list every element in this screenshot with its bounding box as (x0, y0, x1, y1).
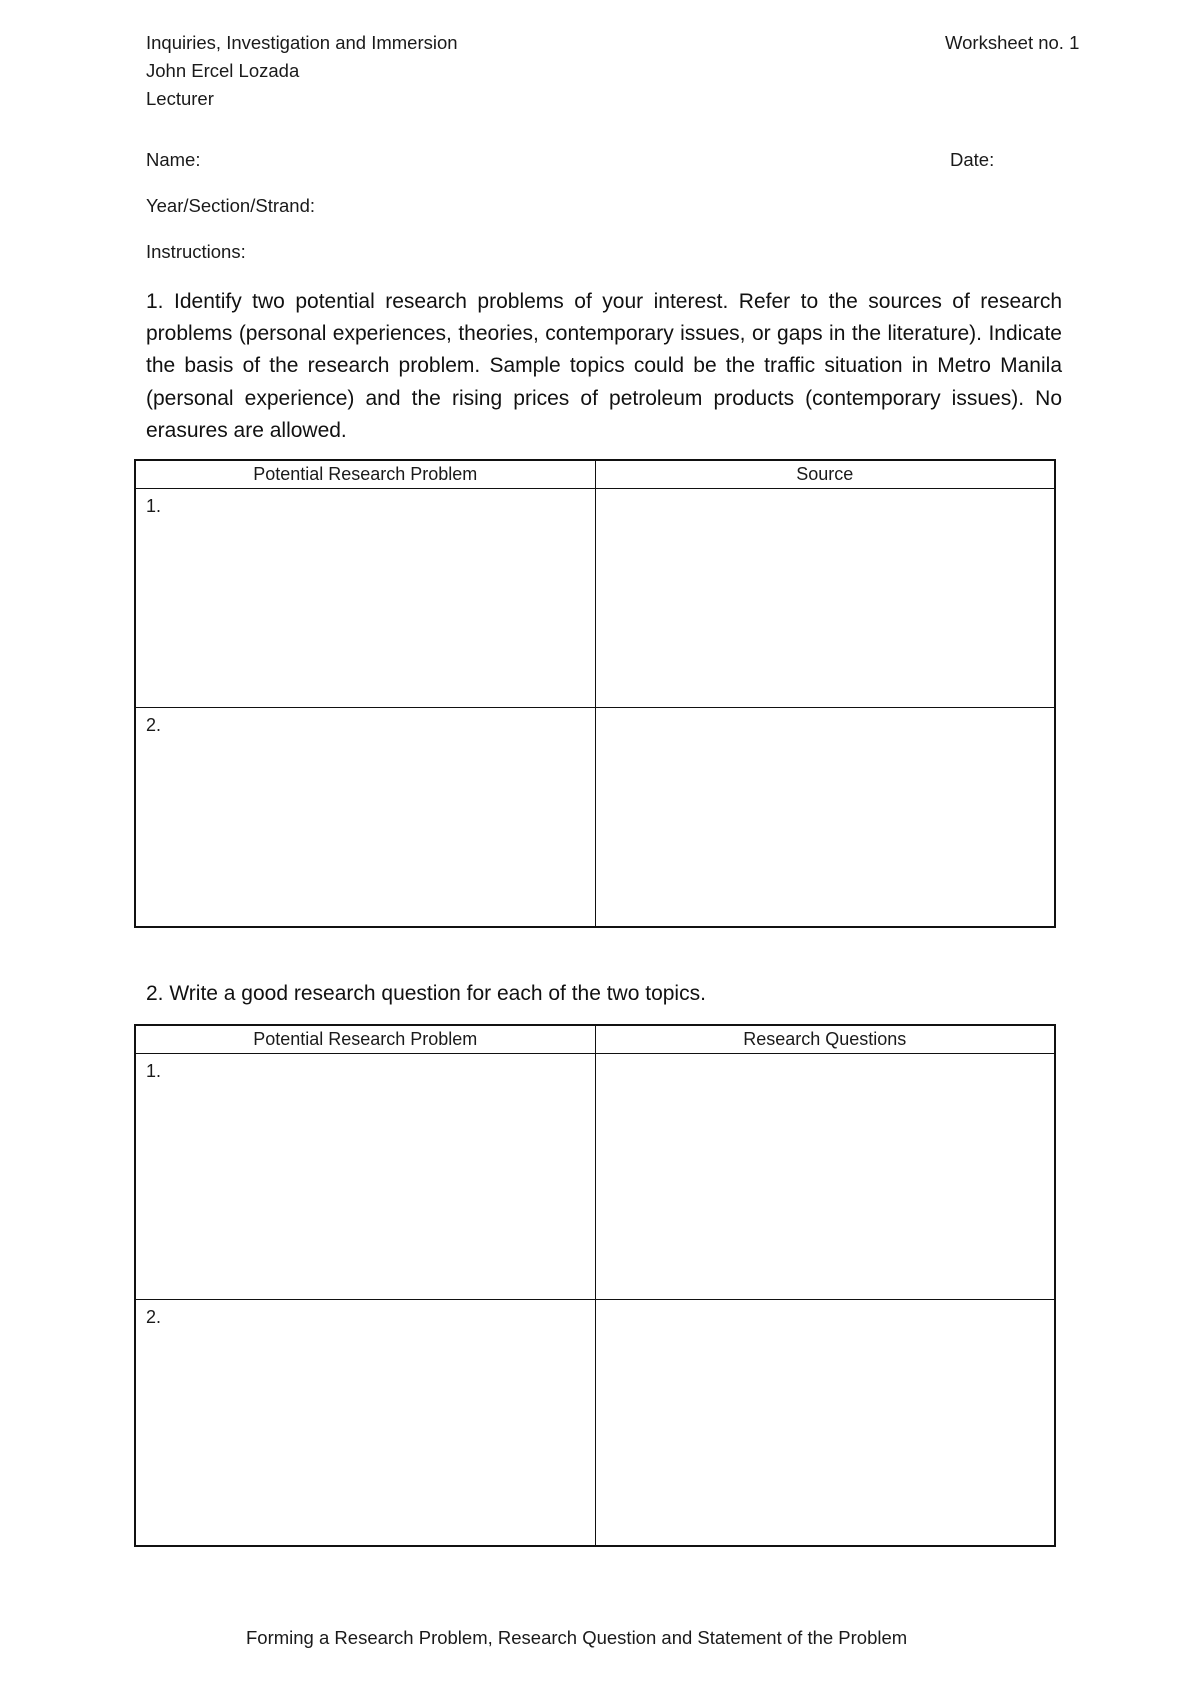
row-number: 1. (146, 496, 162, 516)
column-header-research-questions: Research Questions (595, 1025, 1055, 1054)
row-number: 2. (146, 715, 162, 735)
source-cell-2[interactable] (595, 708, 1055, 927)
column-header-potential-research-problem: Potential Research Problem (135, 1025, 595, 1054)
worksheet-number: Worksheet no. 1 (945, 32, 1080, 53)
year-section-strand-label: Year/Section/Strand: (146, 195, 316, 216)
problem-cell-2[interactable] (135, 708, 595, 927)
table-row (135, 708, 1055, 927)
research-question-table (134, 1024, 1056, 1547)
column-header-potential-research-problem: Potential Research Problem (135, 460, 595, 489)
problem-cell-2[interactable] (135, 1300, 595, 1546)
course-title: Inquiries, Investigation and Immersion (146, 32, 458, 53)
column-header-source: Source (595, 460, 1055, 489)
source-cell-1[interactable] (595, 489, 1055, 708)
task1-instruction: 1. Identify two potential research problems of your interest. Refer to the sources of research problems (personal experiences, theories, contemporary issues, or gaps in the literature). Indicate the basis of the research problem. Sample topics could be the traffic situation in Metro Manila (personal experience) and the rising prices of petroleum products (contemporary issues). No erasures are allowed. (146, 290, 1062, 442)
table-row (135, 1054, 1055, 1300)
table-row (135, 1300, 1055, 1546)
instructions-label: Instructions: (146, 241, 246, 262)
table-header-row (135, 460, 1055, 489)
row-number: 2. (146, 1307, 162, 1327)
question-cell-1[interactable] (595, 1054, 1055, 1300)
table-row (135, 489, 1055, 708)
table-header-row (135, 1025, 1055, 1054)
row-number: 1. (146, 1061, 162, 1081)
research-problem-source-table (134, 459, 1056, 928)
lecturer-role: Lecturer (146, 88, 214, 109)
lecturer-name: John Ercel Lozada (146, 60, 300, 81)
problem-cell-1[interactable] (135, 489, 595, 708)
name-label: Name: (146, 149, 201, 170)
question-cell-2[interactable] (595, 1300, 1055, 1546)
page-footer: Forming a Research Problem, Research Question and Statement of the Problem (246, 1627, 908, 1648)
date-label: Date: (950, 149, 995, 170)
problem-cell-1[interactable] (135, 1054, 595, 1300)
task2-instruction: 2. Write a good research question for each of the two topics. (146, 982, 706, 1005)
